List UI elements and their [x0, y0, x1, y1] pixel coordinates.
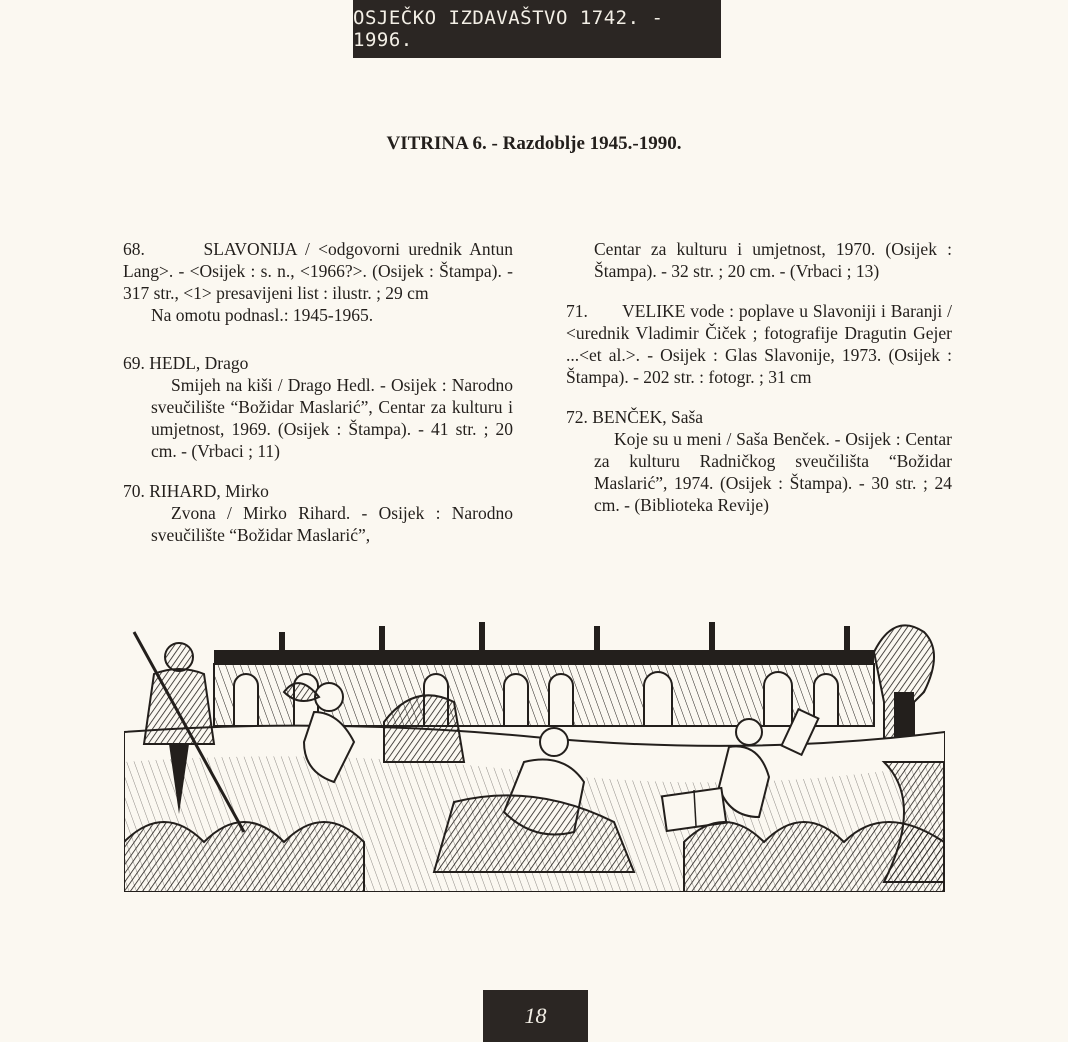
entry-68	[123, 238, 513, 326]
entry-71-body: VELIKE vode : poplave u Slavoniji i Baranji / <urednik Vladimir Čiček ; fotografije Dragutin Gejer ...<et al.>. - Osijek : Glas Slavonije, 1973. (Osijek : Štampa). - 202 str. : fotogr. ; 31 cm	[566, 301, 952, 387]
entry-69	[123, 352, 513, 462]
entry-69-author: HEDL, Drago	[149, 353, 249, 373]
right-column	[566, 238, 952, 516]
entry-69-body: Smijeh na kiši / Drago Hedl. - Osijek : Narodno sveučilište “Božidar Maslarić”, Centar za kulturu i umjetnost, 1969. (Osijek : Štampa). - 41 str. ; 20 cm. - (Vrbaci ; 11)	[151, 375, 513, 461]
series-title: OSJEČKO IZDAVAŠTVO 1742. - 1996.	[353, 7, 664, 51]
entry-70-author: RIHARD, Mirko	[149, 481, 269, 501]
page-number-box	[483, 990, 588, 1042]
entry-68-number: 68.	[123, 239, 145, 259]
entry-70-continuation: Centar za kulturu i umjetnost, 1970. (Osijek : Štampa). - 32 str. ; 20 cm. - (Vrbaci ; 13)	[594, 239, 952, 281]
entry-68-note: Na omotu podnasl.: 1945-1965.	[151, 305, 374, 325]
left-column	[123, 238, 513, 546]
entry-70-number: 70.	[123, 481, 145, 501]
entry-68-text: SLAVONIJA / <odgovorni urednik Antun Lang>. - <Osijek : s. n., <1966?>. (Osijek : Štampa). - 317 str., <1> presavijeni list : ilustr. ; 29 cm	[123, 239, 513, 303]
section-title: VITRINA 6. - Razdoblje 1945.-1990.	[386, 133, 682, 154]
entry-70-continued	[566, 238, 952, 282]
series-title-box	[353, 0, 721, 58]
page-number: 18	[524, 1003, 547, 1028]
entry-70	[123, 480, 513, 546]
entry-71-number: 71.	[566, 301, 588, 321]
entry-72-number: 72.	[566, 407, 588, 427]
entry-70-body: Zvona / Mirko Rihard. - Osijek : Narodno sveučilište “Božidar Maslarić”,	[151, 503, 513, 545]
entry-71	[566, 300, 952, 388]
entry-72-author: BENČEK, Saša	[592, 407, 704, 427]
entry-72	[566, 406, 952, 516]
entry-72-body: Koje su u meni / Saša Benček. - Osijek : Centar za kulturu Radničkog sveučilišta “Božidar Maslarić”, 1974. (Osijek : Štampa). - 30 str. ; 24 cm. - (Biblioteka Revije)	[594, 429, 952, 515]
entry-69-number: 69.	[123, 353, 145, 373]
woodcut-illustration	[124, 612, 945, 892]
